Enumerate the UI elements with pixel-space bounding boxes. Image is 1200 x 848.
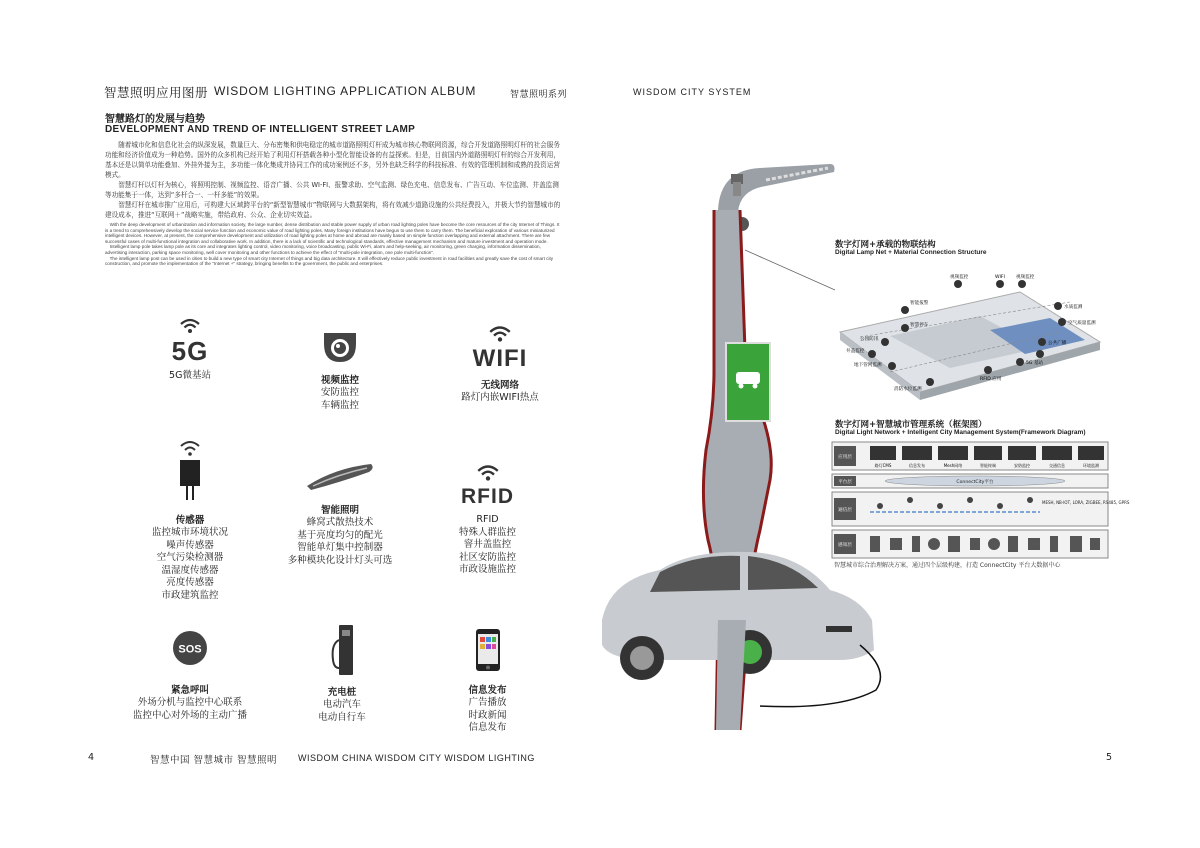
page-number-left: 4: [88, 752, 95, 763]
paragraph-cn-3: 智慧灯杆在城市推广应用后，可构建大区域跨平台的“新型智慧城市”物联网与大数据架构，将有效减少道路设施的公共经费投入，并极大节约智慧城市的建设成本，推进“互联网＋”战略实施，带给政府、公众、企业切实效益。: [105, 201, 561, 219]
feature-rfid: [440, 464, 535, 577]
feature-line: 信息发布: [468, 722, 507, 733]
svg-text:视频监控: 视频监控: [950, 275, 969, 280]
feature-line: 特殊人群监控: [458, 526, 516, 538]
ev-car-icon: [736, 372, 760, 384]
svg-text:消防水位监测: 消防水位监测: [894, 387, 922, 392]
wifi-signal-icon: [487, 325, 513, 343]
paragraph-en-3: The intelligent lamp post can be used in cities to build a new type of smart city Internet of things and big data architecture. It will effectively reduce public investment in road facilities and greatly save the cost of smart city construction, and promote the implementation of the "Internet +" strategy, bringing benefits to the government, the public and enterprises.: [105, 255, 554, 267]
feature-sensor: [140, 438, 240, 602]
feature-line: 多种模块化设计灯头可选: [287, 554, 393, 566]
feature-camera: [290, 330, 390, 412]
svg-text:交通信息: 交通信息: [1049, 463, 1065, 468]
feature-line: 时政新闻: [468, 709, 507, 721]
wifi-signal-icon: [475, 464, 501, 482]
feature-title: 紧急呼叫: [170, 685, 209, 696]
paragraph-en-1: With the deep development of urbanization and information society, the large number, dense distribution and stable power supply of urban road lighting poles have become the core resources of the city Internet of Things. It is a trend to comprehensively develop the social service function and economic value of road lighting poles. Many foreign institutions have begun to use them to carry them. The beneficial exploration of various miniaturized intelligent devices. However, at present, the comprehensive development and utilization of road lighting poles at home and abroad are mainly based on simple function overlapping and external attachment. There are few successful cases of multi-functional integration and collaborative work. In addition, there is a lack of scientific and technological standards, effective management mechanism and mature investment and operation mode.: [105, 222, 560, 244]
album-title-cn: 智慧照明应用图册: [104, 85, 209, 100]
svg-text:应用层: 应用层: [838, 455, 852, 460]
lamp-head-icon: [305, 462, 375, 492]
feature-line: 噪声传感器: [166, 539, 214, 551]
feature-line: 路灯内嵌WIFI热点: [461, 392, 539, 403]
feature-info: [440, 628, 535, 735]
feature-line: 市政建筑监控: [161, 589, 219, 601]
feature-title: 5G微基站: [169, 370, 211, 381]
feature-line: 电动汽车: [322, 699, 361, 710]
feature-line: 蜂窝式散热技术: [306, 517, 374, 528]
feature-line: 监控城市环境状况: [151, 527, 228, 538]
svg-text:ConnectCity平台: ConnectCity平台: [956, 480, 994, 485]
feature-title: 视频监控: [320, 375, 359, 386]
diagram2-title-cn: 数字灯网+智慧城市管理系统（框架图）: [835, 420, 987, 430]
iot-structure-diagram: [830, 262, 1110, 402]
svg-text:环境监测: 环境监测: [1083, 463, 1099, 468]
svg-text:平台层: 平台层: [838, 480, 852, 485]
framework-diagram: [830, 440, 1130, 560]
section-title-en: DEVELOPMENT AND TREND OF INTELLIGENT STREET LAMP: [105, 124, 416, 135]
body-text: [105, 140, 563, 267]
svg-text:井盖监控: 井盖监控: [846, 349, 865, 354]
feature-5g: [145, 318, 235, 383]
section-title-cn: 智慧路灯的发展与趋势: [105, 114, 205, 125]
feature-line: 温湿度传感器: [161, 564, 219, 576]
phone-icon: [475, 628, 501, 672]
feature-line: 基于亮度均匀的配光: [297, 529, 383, 541]
footer-slogan-cn: 智慧中国 智慧城市 智慧照明: [150, 755, 278, 766]
svg-text:MESH, NB-IOT, LORA, ZIGBEE, RS: MESH, NB-IOT, LORA, ZIGBEE, RS485, GPRS: [1042, 500, 1130, 505]
svg-text:感知层: 感知层: [838, 543, 852, 548]
diagram2-title-en: Digital Light Network + Intelligent City Management System(Framework Diagram): [835, 429, 1086, 436]
feature-line: 空气污染检测器: [156, 552, 224, 563]
svg-text:SOS: SOS: [178, 643, 202, 656]
svg-text:公共广播: 公共广播: [1048, 341, 1067, 346]
feature-title: 无线网络: [480, 380, 519, 391]
svg-text:空气质量监测: 空气质量监测: [1068, 321, 1096, 326]
wifi-signal-icon: [178, 318, 202, 334]
diagram1-title-cn: 数字灯网+承载的物联结构: [835, 240, 936, 250]
feature-sos: [120, 630, 260, 722]
svg-text:Mesh网络: Mesh网络: [943, 463, 963, 468]
footer-slogan-en: WISDOM CHINA WISDOM CITY WISDOM LIGHTING: [298, 753, 535, 763]
feature-line: 市政设施监控: [458, 564, 516, 575]
svg-text:智慧停车: 智慧停车: [910, 323, 929, 328]
svg-text:WIFI: WIFI: [995, 275, 1005, 280]
feature-line: 智能单灯集中控制器: [297, 542, 383, 553]
svg-text:公园防汛: 公园防汛: [860, 337, 879, 342]
diagram2-caption: 智慧城市综合治理解决方案，通过四个层级构建，打造 ConnectCity 平台大数据中心: [834, 562, 1061, 569]
sos-icon: [172, 630, 208, 666]
feature-line: 监控中心对外场的主动广播: [132, 709, 247, 721]
svg-text:安防监控: 安防监控: [1014, 463, 1030, 468]
5g-icon: 5G: [171, 336, 209, 366]
sensor-icon: [177, 438, 203, 504]
svg-text:智能终端: 智能终端: [980, 463, 996, 468]
rfid-icon: RFID: [461, 485, 514, 508]
paragraph-cn-1: 随着城市化和信息化社会的纵深发展，数量巨大、分布密集和供电稳定的城市道路照明灯杆成为城市核心物联网资源，综合开发道路照明灯杆的社会服务功能和经济价值成为一种趋势。国外的众多机构已经开始了利用灯杆搭载各种小型化智能设备的有益探索。但是，目前国内外道路照明灯杆的综合开发利用，基本还是以简单功能叠加、外挂外接为主，多功能一体化集成并协同工作的成功案例还不多，另外也缺乏科学的科技标准、有效的管理机制和成熟的投资运营模式。: [105, 141, 560, 179]
feature-line: 电动自行车: [318, 711, 366, 723]
feature-lighting: [280, 462, 400, 567]
svg-text:地下管网监测: 地下管网监测: [854, 363, 882, 368]
svg-text:视频监控: 视频监控: [1016, 275, 1035, 280]
diagram1-title-en: Digital Lamp Net + Material Connection Structure: [835, 249, 987, 256]
camera-icon: [321, 330, 359, 364]
feature-wifi: [445, 325, 555, 405]
feature-title: 信息发布: [468, 685, 507, 696]
feature-line: 社区安防监控: [458, 551, 516, 563]
album-title-en: WISDOM LIGHTING APPLICATION ALBUM: [214, 84, 477, 98]
feature-line: 车辆监控: [320, 399, 359, 411]
svg-text:RFID 应用: RFID 应用: [980, 377, 1002, 382]
charging-pile-icon: [329, 624, 355, 676]
paragraph-cn-2: 智慧灯杆以灯杆为核心，将照明控制、视频监控、语音广播、公共 WI-FI、报警求助、空气监测、绿色充电、信息发布、广告互动、车位监测、井盖监测等功能集于一体，达到“多杆合一、一杆多能”的效果。: [105, 181, 559, 199]
page-number-right: 5: [1106, 752, 1113, 763]
feature-line: 亮度传感器: [166, 577, 214, 588]
feature-line: 广告播放: [468, 697, 507, 708]
wifi-icon: WIFI: [472, 345, 528, 372]
paragraph-en-2: Intelligent lamp pole takes lamp pole as its core and integrates lighting control, video monitoring, voice broadcasting, public Wi-Fi, alarm and help-seeking, air monitoring, green charging, information dissemination, advertising interaction, parking space monitoring, well cover monitoring and other functions to achieve the effect of "multi-pole integration, one pole multi-function".: [105, 244, 541, 255]
feature-line: 安防监控: [320, 387, 359, 398]
feature-charging: [292, 624, 392, 724]
feature-title: RFID: [476, 514, 499, 525]
svg-text:通信层: 通信层: [838, 508, 852, 513]
feature-line: 外场分机与监控中心联系: [137, 697, 243, 708]
svg-text:5G 基站: 5G 基站: [1026, 361, 1044, 366]
series-label: 智慧照明系列: [510, 90, 568, 100]
feature-title: 充电桩: [327, 687, 357, 698]
system-label: WISDOM CITY SYSTEM: [633, 87, 752, 97]
feature-line: 窨井盖监控: [463, 539, 512, 550]
feature-title: 传感器: [175, 515, 205, 526]
svg-text:智能报警: 智能报警: [910, 301, 929, 306]
svg-text:信息发布: 信息发布: [909, 463, 925, 468]
svg-text:水质监测: 水质监测: [1064, 305, 1083, 310]
svg-text:路灯CMS: 路灯CMS: [874, 463, 892, 468]
feature-title: 智能照明: [320, 505, 359, 516]
